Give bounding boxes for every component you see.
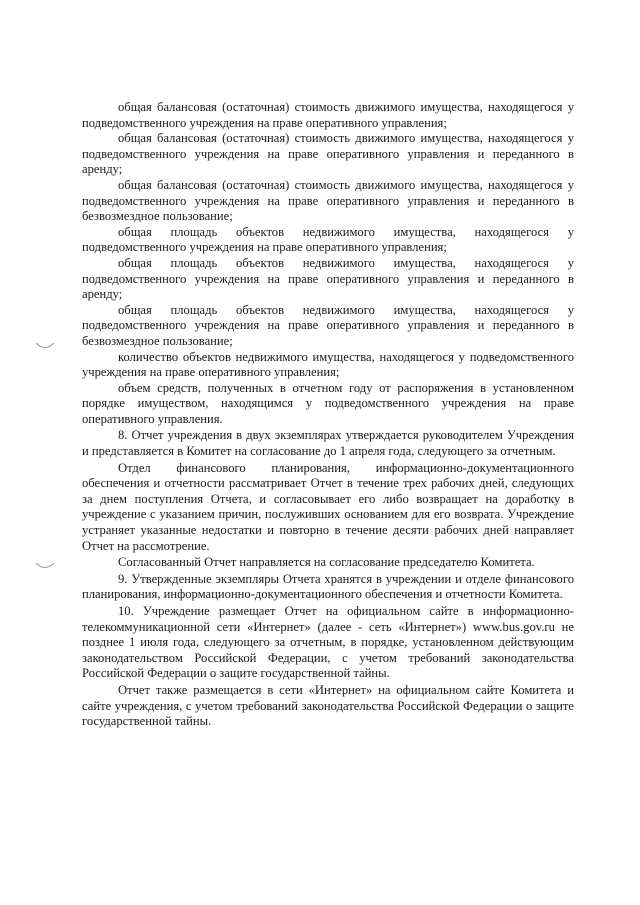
list-item: общая балансовая (остаточная) стоимость движимого имущества, находящегося у подведомственного учреждения на праве оперативного управления и переданного в аренду; xyxy=(82,131,574,177)
list-item: общая площадь объектов недвижимого имущества, находящегося у подведомственного учреждения на праве оперативного управления и переданного в аренду; xyxy=(82,255,574,302)
list-item: общая балансовая (остаточная) стоимость движимого имущества, находящегося у подведомственного учреждения на праве оперативного управления и переданного в безвозмездное пользование; xyxy=(82,177,574,224)
list-item: общая балансовая (остаточная) стоимость движимого имущества, находящегося у подведомственного учреждения на праве оперативного управления; xyxy=(82,100,574,130)
section-10-paragraph: 10. Учреждение размещает Отчет на официальном сайте в информационно-телекоммуникационной сети «Интернет» (далее - сеть «Интернет») www.bus.gov.ru не позднее 1 июля года, следующего за отчетным, в порядке, установленном действующим законодательством Российской Федерации, с учетом требований законодательства Российской Федерации о защите государственной тайны. xyxy=(82,604,574,681)
review-paragraph: Отдел финансового планирования, информационно-документационного обеспечения и отчетности рассматривает Отчет в течение трех рабочих дней, следующих за днем поступления Отчета, и согласовывает его либо возвращает на доработку в учреждение с указанием причин, послуживших основанием для его возврата. Учреждение устраняет указанные недостатки и повторно в течение десяти рабочих дней направляет Отчет на рассмотрение. xyxy=(82,460,574,553)
approval-paragraph: Согласованный Отчет направляется на согласование председателю Комитета. xyxy=(118,555,535,570)
document-body xyxy=(82,100,574,730)
publication-paragraph: Отчет также размещается в сети «Интернет» на официальном сайте Комитета и сайте учреждения, с учетом требований законодательства Российской Федерации о защите государственной тайны. xyxy=(82,682,574,729)
list-item: количество объектов недвижимого имущества, находящегося у подведомственного учреждения на праве оперативного управления; xyxy=(82,349,574,380)
list-item: объем средств, полученных в отчетном году от распоряжения в установленном порядке имуществом, находящимся у подведомственного учреждения на праве оперативного управления. xyxy=(82,380,574,426)
section-8-paragraph: 8. Отчет учреждения в двух экземплярах утверждается руководителем Учреждения и представляется в Комитет на согласование до 1 апреля года, следующего за отчетным. xyxy=(82,428,574,459)
hole-punch-mark xyxy=(34,560,56,572)
section-9-paragraph: 9. Утвержденные экземпляры Отчета хранятся в учреждении и отделе финансового планирования, информационно-документационного обеспечения и отчетности Комитета. xyxy=(82,571,574,602)
list-item: общая площадь объектов недвижимого имущества, находящегося у подведомственного учреждения на праве оперативного управления и переданного в безвозмездное пользование; xyxy=(82,302,574,348)
list-item: общая площадь объектов недвижимого имущества, находящегося у подведомственного учреждения на праве оперативного управления; xyxy=(82,224,574,255)
hole-punch-mark xyxy=(34,340,56,352)
